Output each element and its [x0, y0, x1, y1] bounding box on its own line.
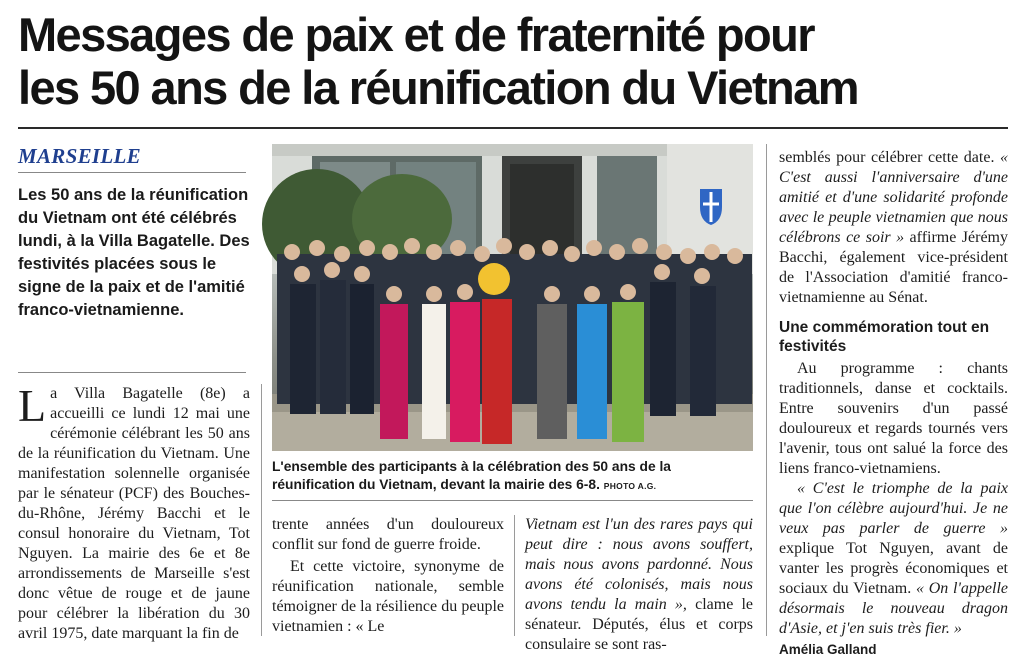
column-4-paragraph-2: Au programme : chants traditionnels, danse et cocktails. Entre souvenirs d'un passé douloureux et regards tournés vers l'avenir, tous ont salué la force des liens franco-vietnamiens. [779, 360, 1008, 477]
column-1-text: a Villa Bagatelle (8e) a accueilli ce lundi 12 mai une cérémonie célébrant les 50 ans de la réunification du Vietnam. Une manifestation solennelle organisée par le sénateur (PCF) des Bouches-du-Rhône, Jérémy Bacchi et le consul honoraire du Vietnam, Tot Nguyen. La mairie des 6e et 8e arrondissements de Marseille s'est donc vêtue de rouge et de jaune pour célébrer la libération du 30 avril 1975, date marquant la fin de [18, 385, 250, 642]
column-1 [18, 380, 250, 644]
group-photo [272, 144, 753, 451]
column-divider-2 [514, 515, 515, 636]
column-4-quote-1: « C'est aussi l'anniversaire d'une amitié et d'une solidarité profonde avec le peuple vietnamien que nous célébrons ce soir » [779, 149, 1008, 246]
drop-cap: L [18, 380, 47, 431]
lead-divider [18, 372, 246, 373]
column-2-paragraph-1: trente années d'un douloureux conflit sur fond de guerre froide. [272, 516, 504, 553]
column-divider-1 [261, 384, 262, 636]
rubric-divider [18, 172, 246, 173]
headline-rule [18, 127, 1008, 129]
column-4-quote-2: « C'est le triomphe de la paix que l'on célèbre aujourd'hui. Je ne veux pas parler de guerre » [779, 480, 1008, 537]
subheading: Une commémoration tout en festivités [779, 319, 990, 355]
headline-line-1: Messages de paix et de fraternité pour [18, 8, 814, 61]
column-3-quote: Vietnam est l'un des rares pays qui peut dire : nous avons souffert, mais nous avons pardonné. Nous avons été colonisés, mais nous avons tendu la main », [525, 516, 753, 613]
group-photo-icon [272, 144, 753, 451]
caption-divider [272, 500, 753, 501]
photo-caption-text: L'ensemble des participants à la célébration des 50 ans de la réunification du Vietnam, devant la mairie des 6-8. [272, 459, 671, 492]
photo-credit: PHOTO A.G. [603, 481, 657, 491]
author-signature: Amélia Galland [779, 642, 877, 657]
rubric-label: MARSEILLE [18, 144, 141, 168]
column-3 [525, 515, 753, 655]
column-4-text-mid: explique Tot Nguyen, avant de vanter les progrès économiques et sociaux du Vietnam. [779, 540, 1008, 597]
photo-caption [272, 458, 753, 495]
column-4 [779, 148, 1008, 660]
column-2-paragraph-2: Et cette victoire, synonyme de réunification nationale, semble témoigner de la résilience du peuple vietnamien : « Le [272, 558, 504, 635]
column-4-text-start: semblés pour célébrer cette date. [779, 149, 1000, 166]
headline [18, 8, 1008, 114]
column-divider-3 [766, 144, 767, 636]
column-2 [272, 515, 504, 637]
headline-line-2: les 50 ans de la réunification du Vietnam [18, 61, 858, 114]
column-4-text-end: affirme Jérémy Bacchi, également vice-président de l'Association d'amitié franco-vietnamienne au Sénat. [779, 229, 1008, 306]
column-4-quote-3: « On l'appelle désormais le nouveau dragon d'Asie, et j'en suis très fier. » [779, 580, 1009, 637]
lead-paragraph: Les 50 ans de la réunification du Vietnam ont été célébrés lundi, à la Villa Bagatelle. Des festivités placées sous le signe de la paix et de l'amitié franco-vietnamienne. [18, 186, 250, 319]
column-3-text: clame le sénateur. Députés, élus et corps consulaire se sont ras- [525, 596, 753, 653]
